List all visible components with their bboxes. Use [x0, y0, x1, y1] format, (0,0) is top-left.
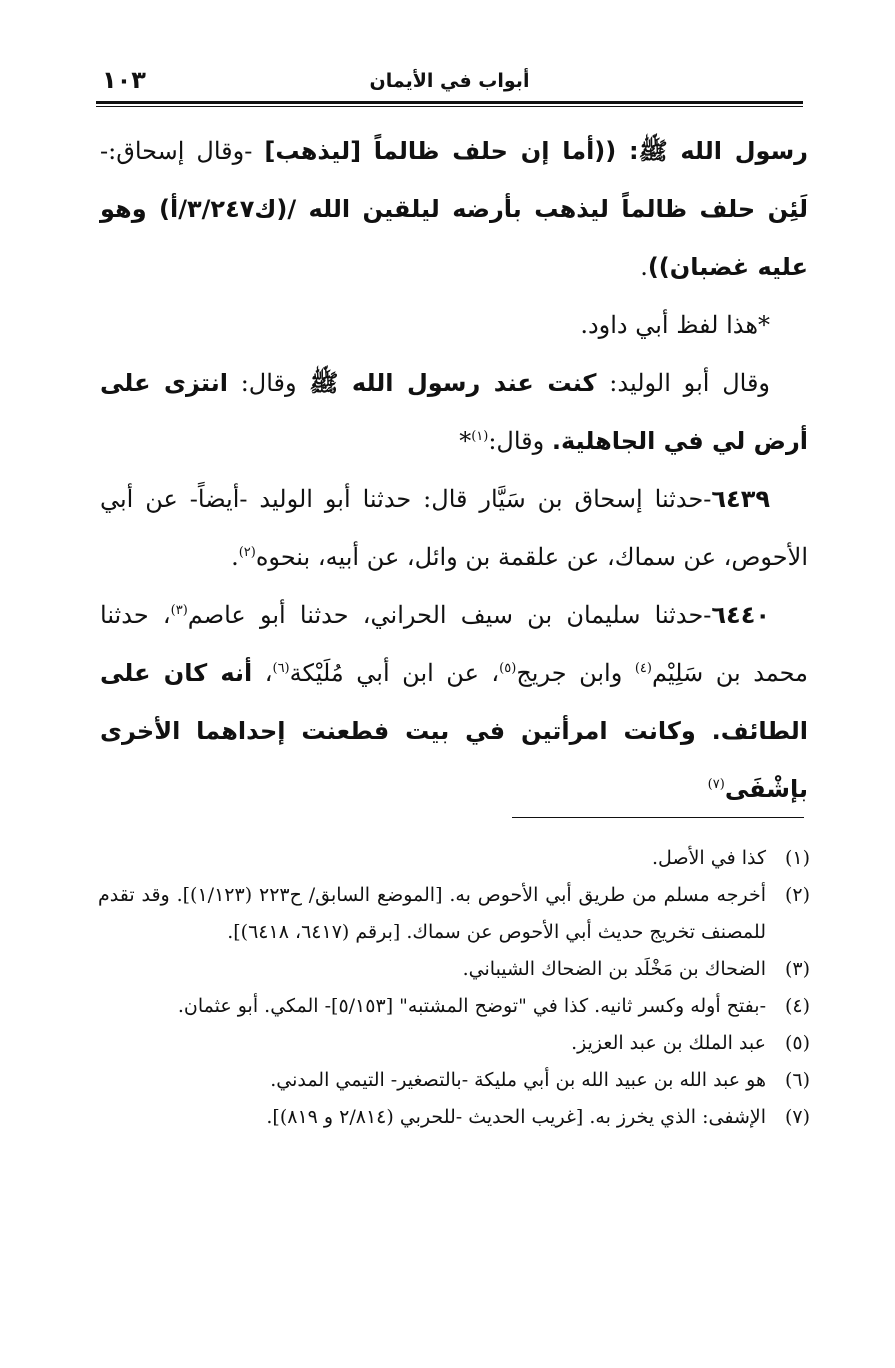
text-plain: وابن جريج — [516, 659, 635, 687]
text-plain: ، — [252, 659, 273, 687]
footnote-item — [98, 1099, 810, 1136]
running-header — [96, 66, 803, 102]
footnotes — [98, 840, 810, 1136]
main-text — [100, 122, 808, 818]
header-rule-thick — [96, 101, 803, 104]
paragraph-hadith-6440 — [100, 586, 808, 818]
footnote-text: كذا في الأصل. — [652, 847, 766, 869]
footnote-item — [98, 877, 810, 951]
text-plain: وقال: — [227, 369, 310, 397]
footnote-item — [98, 951, 810, 988]
footnote-ref: (١) — [471, 429, 489, 444]
footnote-ref: (٦) — [272, 661, 290, 676]
footnote-number: (٣) — [784, 958, 810, 980]
text-bold: أنه كان على الطائف. وكانت امرأتين في بيت فطعنت إحداهما الأخرى بإشْفَى — [100, 659, 808, 803]
text-bold: ((أما إن حلف ظالماً [ليذهب] — [264, 137, 617, 165]
hadith-number: ٦٤٣٩ — [711, 485, 770, 513]
footnote-number: (٦) — [784, 1069, 810, 1091]
hadith-number: ٦٤٤٠ — [711, 601, 770, 629]
paragraph-hadith-6439 — [100, 470, 808, 586]
footnote-text: الإشفى: الذي يخرز به. [غريب الحديث -للحربي (٢/٨١٤ و ٨١٩)]. — [266, 1106, 766, 1128]
text-bold: رسول الله ﷺ: — [616, 137, 808, 165]
text-plain: وقال: — [488, 427, 552, 455]
text-plain: ، عن ابن أبي مُلَيْكة — [289, 659, 500, 687]
text-plain: *هذا لفظ أبي داود. — [580, 311, 770, 339]
footnote-text: الضحاك بن مَخْلَد بن الضحاك الشيباني. — [462, 958, 766, 980]
footnote-text: هو عبد الله بن عبيد الله بن أبي مليكة -بالتصغير- التيمي المدني. — [270, 1069, 766, 1091]
footnote-text: عبد الملك بن عبد العزيز. — [571, 1032, 766, 1054]
footnote-separator — [512, 817, 804, 818]
paragraph-hadith-text — [100, 122, 808, 296]
text-plain: -حدثنا سليمان بن سيف الحراني، حدثنا أبو عاصم — [187, 601, 712, 629]
text-plain: . — [640, 253, 648, 281]
footnote-number: (٥) — [784, 1032, 810, 1054]
footnote-ref: (٣) — [170, 603, 188, 618]
footnote-ref: (٥) — [499, 661, 517, 676]
footnote-item — [98, 988, 810, 1025]
text-plain: . — [231, 543, 239, 571]
text-plain: * — [459, 427, 472, 455]
text-plain: وقال أبو الوليد: — [596, 369, 771, 397]
text-plain: -وقال إسحاق:- — [100, 137, 265, 165]
chapter-title: أبواب في الأيمان — [369, 70, 530, 92]
text-bold: لَئِن حلف ظالماً ليذهب بأرضه ليلقين الله /(ك٣/٢٤٧/أ) وهو عليه غضبان)) — [100, 195, 809, 281]
footnote-item — [98, 1062, 810, 1099]
footnote-text: -بفتح أوله وكسر ثانيه. كذا في "توضح المشتبه" [٥/١٥٣]- المكي. أبو عثمان. — [177, 995, 766, 1017]
text-plain: -حدثنا إسحاق بن سَيَّار قال: حدثنا أبو الوليد -أيضاً- عن أبي الأحوص، عن سماك، عن علقمة بن وائل، عن أبيه، بنحوه — [100, 485, 808, 571]
text-bold: انتزى على أرض لي في الجاهلية. — [100, 369, 808, 455]
page-number: ١٠٣ — [102, 66, 146, 94]
footnote-item — [98, 1025, 810, 1062]
paragraph-note — [100, 296, 808, 354]
paragraph-abu-walid — [100, 354, 808, 470]
text-plain: ، حدثنا محمد بن سَلِيْم — [100, 601, 809, 687]
footnote-number: (٤) — [784, 995, 810, 1017]
footnote-number: (١) — [784, 847, 810, 869]
footnote-number: (٢) — [784, 884, 810, 906]
footnote-text: أخرجه مسلم من طريق أبي الأحوص به. [الموضع السابق/ ح٢٢٣ (١/١٢٣)]. وقد تقدم للمصنف تخريج حديث أبي الأحوص عن سماك. [برقم (٦٤١٧، ٦٤١٨)]. — [98, 884, 766, 943]
footnote-ref: (٢) — [238, 545, 256, 560]
header-rule-thin — [96, 106, 803, 107]
footnote-ref: (٤) — [634, 661, 652, 676]
footnote-number: (٧) — [784, 1106, 810, 1128]
footnote-item — [98, 840, 810, 877]
text-bold: كنت عند رسول الله ﷺ — [309, 369, 597, 397]
footnote-ref: (٧) — [707, 777, 725, 792]
